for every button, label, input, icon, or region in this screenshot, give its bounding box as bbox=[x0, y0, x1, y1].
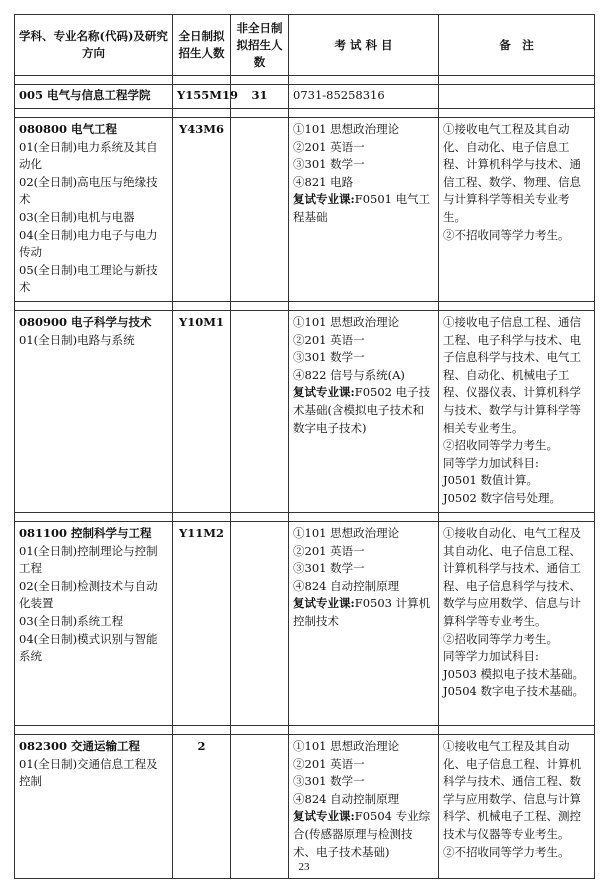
exam-subject: ②201 英语一 bbox=[293, 543, 365, 558]
major-row bbox=[15, 118, 595, 302]
spacer-row bbox=[15, 109, 595, 118]
exam-subject: ③301 数学一 bbox=[293, 774, 365, 789]
header-parttime: 非全日制拟招生人数 bbox=[231, 15, 289, 76]
direction: 01(全日制)控制理论与控制工程 bbox=[19, 543, 158, 576]
notes-cell bbox=[439, 118, 595, 302]
exam-subject: ②201 英语一 bbox=[293, 139, 365, 154]
retest-value: F0501 电气工程基础 bbox=[293, 192, 431, 224]
direction: 04(全日制)模式识别与智能系统 bbox=[19, 631, 158, 664]
header-fulltime: 全日制拟招生人数 bbox=[173, 15, 231, 76]
direction: 02(全日制)检测技术与自动化装置 bbox=[19, 578, 158, 611]
parttime-quota bbox=[231, 735, 289, 879]
major-row bbox=[15, 311, 595, 513]
retest-value: F0504 专业综合(传感器原理与检测技术、电子技术基础) bbox=[293, 809, 431, 859]
retest-subject bbox=[293, 595, 434, 630]
major-cell bbox=[15, 735, 173, 879]
note: ①接收电子信息工程、通信工程、电子科学与技术、电子信息科学与技术、电气工程、自动化、机械电子工程、仪器仪表、计算机科学与技术、数学与计算科学等相关专业考生。 bbox=[443, 315, 581, 435]
college-parttime: 31 bbox=[231, 85, 289, 109]
note: 同等学力加试科目: bbox=[443, 649, 539, 664]
retest-label: 复试专业课: bbox=[293, 192, 355, 207]
table-header-row bbox=[15, 15, 595, 76]
spacer-row bbox=[15, 726, 595, 735]
note: J0501 数值计算。 bbox=[443, 473, 539, 488]
college-name: 005 电气与信息工程学院 bbox=[15, 85, 173, 109]
college-notes bbox=[439, 85, 595, 109]
exam-subject: ①101 思想政治理论 bbox=[293, 739, 400, 753]
note: J0503 模拟电子技术基础。 bbox=[443, 666, 585, 681]
spacer-row bbox=[15, 302, 595, 311]
spacer-row bbox=[15, 513, 595, 522]
note: ①接收自动化、电气工程及其自动化、电子信息工程、计算机科学与技术、通信工程、电子信息科学与技术、数学与应用数学、信息与计算科学等专业考生。 bbox=[443, 526, 581, 628]
fulltime-quota: 2 bbox=[173, 735, 231, 879]
exam-cell bbox=[289, 522, 439, 726]
major-row bbox=[15, 735, 595, 879]
major-row bbox=[15, 522, 595, 726]
exam-subject: ①101 思想政治理论 bbox=[293, 315, 400, 329]
header-exams: 考 试 科 目 bbox=[289, 15, 439, 76]
exam-cell bbox=[289, 118, 439, 302]
college-row bbox=[15, 85, 595, 109]
retest-value: F0502 电子技术基础(含模拟电子技术和数字电子技术) bbox=[293, 385, 431, 435]
exam-subject: ③301 数学一 bbox=[293, 561, 365, 576]
exam-subject: ④824 自动控制原理 bbox=[293, 791, 400, 806]
spacer-row bbox=[15, 76, 595, 85]
note: 同等学力加试科目: bbox=[443, 455, 539, 470]
direction: 05(全日制)电工理论与新技术 bbox=[19, 262, 158, 295]
direction: 03(全日制)系统工程 bbox=[19, 613, 124, 628]
retest-subject bbox=[293, 191, 434, 226]
direction: 01(全日制)电力系统及其自动化 bbox=[19, 139, 158, 172]
parttime-quota bbox=[231, 118, 289, 302]
college-phone: 0731-85258316 bbox=[289, 85, 439, 109]
exam-subject: ③301 数学一 bbox=[293, 350, 365, 365]
page-number: 23 bbox=[298, 861, 310, 873]
exam-subject: ②201 英语一 bbox=[293, 756, 365, 771]
notes-cell bbox=[439, 735, 595, 879]
direction: 01(全日制)交通信息工程及控制 bbox=[19, 756, 158, 789]
note: ②不招收同等学力考生。 bbox=[443, 227, 570, 242]
exam-cell bbox=[289, 735, 439, 879]
fulltime-quota: Y10M1 bbox=[173, 311, 231, 513]
exam-subject: ①101 思想政治理论 bbox=[293, 526, 400, 540]
note: ②不招收同等学力考生。 bbox=[443, 844, 570, 859]
direction: 01(全日制)电路与系统 bbox=[19, 332, 135, 347]
exam-subject: ③301 数学一 bbox=[293, 157, 365, 172]
parttime-quota bbox=[231, 522, 289, 726]
direction: 03(全日制)电机与电器 bbox=[19, 209, 135, 224]
note: ①接收电气工程及其自动化、自动化、电子信息工程、计算机科学与技术、通信工程、数学、物理、信息与计算科学等相关专业考生。 bbox=[443, 122, 581, 224]
retest-value: F0503 计算机控制技术 bbox=[293, 596, 431, 628]
parttime-quota bbox=[231, 311, 289, 513]
exam-cell bbox=[289, 311, 439, 513]
fulltime-quota: Y11M2 bbox=[173, 522, 231, 726]
note: ②招收同等学力考生。 bbox=[443, 438, 558, 453]
note: ①接收电气工程及其自动化、电子信息工程、计算机科学与技术、通信工程、数学与应用数学、信息与计算科学、机械电子工程、测控技术与仪器等专业考生。 bbox=[443, 739, 581, 841]
exam-subject: ④822 信号与系统(A) bbox=[293, 367, 405, 382]
exam-subject: ①101 思想政治理论 bbox=[293, 122, 400, 136]
retest-label: 复试专业课: bbox=[293, 385, 355, 400]
notes-cell bbox=[439, 522, 595, 726]
major-cell bbox=[15, 311, 173, 513]
admissions-table bbox=[14, 14, 595, 879]
retest-label: 复试专业课: bbox=[293, 809, 355, 824]
exam-subject: ④821 电路 bbox=[293, 174, 354, 189]
direction: 04(全日制)电力电子与电力传动 bbox=[19, 227, 158, 260]
major-title: 080800 电气工程 bbox=[19, 122, 118, 136]
retest-label: 复试专业课: bbox=[293, 596, 355, 611]
retest-subject bbox=[293, 384, 434, 437]
fulltime-quota: Y43M6 bbox=[173, 118, 231, 302]
note: J0504 数字电子技术基础。 bbox=[443, 684, 585, 699]
header-notes: 备 注 bbox=[439, 15, 595, 76]
major-title: 080900 电子科学与技术 bbox=[19, 315, 152, 329]
note: J0502 数字信号处理。 bbox=[443, 490, 562, 505]
note: ②招收同等学力考生。 bbox=[443, 631, 558, 646]
header-major: 学科、专业名称(代码)及研究方向 bbox=[15, 15, 173, 76]
major-cell bbox=[15, 118, 173, 302]
major-title: 081100 控制科学与工程 bbox=[19, 526, 152, 540]
exam-subject: ②201 英语一 bbox=[293, 332, 365, 347]
major-cell bbox=[15, 522, 173, 726]
exam-subject: ④824 自动控制原理 bbox=[293, 578, 400, 593]
retest-subject bbox=[293, 808, 434, 861]
major-title: 082300 交通运输工程 bbox=[19, 739, 141, 753]
direction: 02(全日制)高电压与绝缘技术 bbox=[19, 174, 158, 207]
notes-cell bbox=[439, 311, 595, 513]
college-fulltime: Y155M19 bbox=[173, 85, 231, 109]
